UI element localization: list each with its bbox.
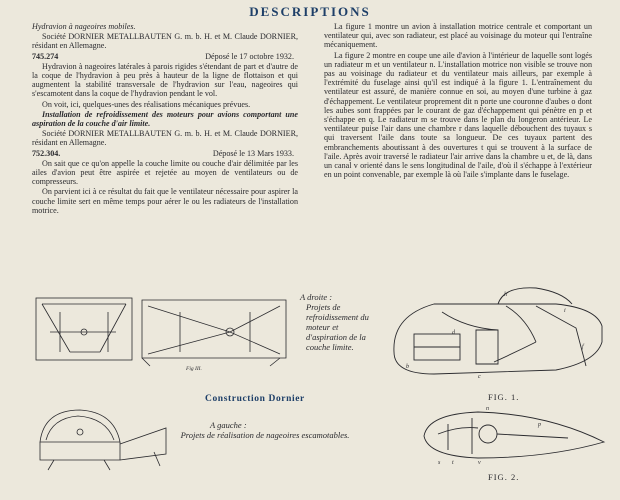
fig3-fin-mechanism-drawing [30, 292, 300, 372]
svg-text:f: f [582, 344, 584, 350]
fig2-wing-section-drawing [418, 404, 608, 466]
fig2-label: FIG. 2. [488, 472, 520, 482]
section-title: Construction Dornier [205, 394, 305, 404]
patent2-body1: On sait que ce qu'on appelle la couche limite ou couche d'air délimitée par les ailes d'avion peut être aspirée et rejetée au moyen de ventilateurs ou de compresseurs. [32, 158, 298, 187]
svg-text:d: d [452, 330, 455, 336]
patent1-title: Hydravion à nageoires mobiles. [32, 22, 136, 31]
patent2-filing [32, 149, 298, 158]
left-caption-body: Projets de réalisation de nageoires escamotables. [180, 430, 350, 440]
svg-text:h: h [504, 292, 507, 298]
page-heading: DESCRIPTIONS [249, 4, 371, 19]
fin-drawing-lower [34, 404, 174, 474]
right-body1: La figure 1 montre un avion à installation motrice centrale et comportant un ventilateur qui, avec son radiateur, est placé au voisinage du moteur qui l'entraîne mécaniquement. [324, 22, 592, 50]
patent1-date: Déposé le 17 octobre 1932. [205, 51, 294, 61]
svg-text:s: s [438, 460, 441, 466]
patent1-company: Société DORNIER METALLBAUTEN G. m. b. H. et M. Claude DORNIER, résidant en Allemagne. [32, 32, 298, 51]
svg-text:v: v [478, 460, 481, 466]
patent1-body: Hydravion à nageoires latérales à parois rigides s'étendant de part et d'autre de la coque de l'hydravion à peu près à hauteur de la ligne de flottaison et qui augmentent la stabilité transversale de l'hydravion sur l'eau, nageoires qui s'escamotent dans la coque de l'hydravion pendant le vol. [32, 61, 298, 99]
svg-text:n: n [486, 406, 489, 412]
svg-text:c: c [478, 374, 481, 380]
patent2-body2: On parvient ici à ce résultat du fait que le ventilateur nécessaire pour aspirer la couche limite sert en même temps pour aérer le ou les radiateurs de l'installation motrice. [32, 187, 298, 215]
patent2-title: Installation de refroidissement des moteurs pour avions comportant une aspiration de la couche d'air limite. [32, 109, 298, 129]
right-caption [300, 292, 372, 352]
left-column [32, 22, 298, 216]
fig1-aircraft-drawing [386, 282, 612, 394]
left-caption [180, 420, 350, 440]
right-column [324, 22, 592, 180]
right-caption-title: A droite : [300, 292, 333, 302]
patent1-note: On voit, ici, quelques-unes des réalisations mécaniques prévues. [42, 99, 251, 109]
fig3-label: Fig III. [186, 366, 202, 372]
patent1-number: 745.274 [32, 51, 59, 61]
left-caption-title: A gauche : [210, 420, 247, 430]
right-body2: La figure 2 montre en coupe une aile d'avion à l'intérieur de laquelle sont logés un radiateur m et un ventilateur n. L'installation motrice non visible se trouve non pas au voisinage du radiateur et du ventilateur mais ailleurs, par exemple à l'extrémité du fuselage ainsi qu'il est indiqué à la figure 1. L'entraînement du ventilateur est assuré, de manière connue en soi, au moyen d'une turbine à gaz d'échappement. Le ventilateur proprement dit n porte une couronne d'aubes o dont les aubes sont frappées par le courant de gaz d'échappement qui pénètre en p et s'échappe en q. Le radiateur m se trouve dans le plan du longeron antérieur. Le ventilateur puise l'air dans une chambre r dans laquelle débouchent des tuyaux s qui traversent l'aile dans toute sa longueur. De ces tuyaux partent des embranchements aboutissant à des ouvertures t qui se trouvent à la surface de l'aile. Après avoir traversé le radiateur l'air arrive dans la chambre u et, de là, dans un canal v orienté dans le sens longitudinal de l'aile, d'où il s'échappe à l'extérieur en un point convenable, par exemple là où l'aile s'implante dans le fuselage. [324, 50, 592, 180]
patent2-company: Société DORNIER METALLBAUTEN G. m. b. H. et M. Claude DORNIER, résidant en Allemagne. [32, 129, 298, 148]
right-caption-body: Projets de refroidissement du moteur et d'aspiration de la couche limite. [306, 302, 369, 352]
fig1-label: FIG. 1. [488, 392, 520, 402]
svg-text:i: i [564, 308, 566, 314]
patent2-number: 752.304. [32, 148, 61, 158]
svg-text:p: p [538, 422, 541, 428]
svg-text:b: b [406, 364, 409, 370]
svg-text:t: t [452, 460, 454, 466]
patent1-filing [32, 52, 298, 61]
patent2-date: Déposé le 13 Mars 1933. [212, 148, 294, 158]
